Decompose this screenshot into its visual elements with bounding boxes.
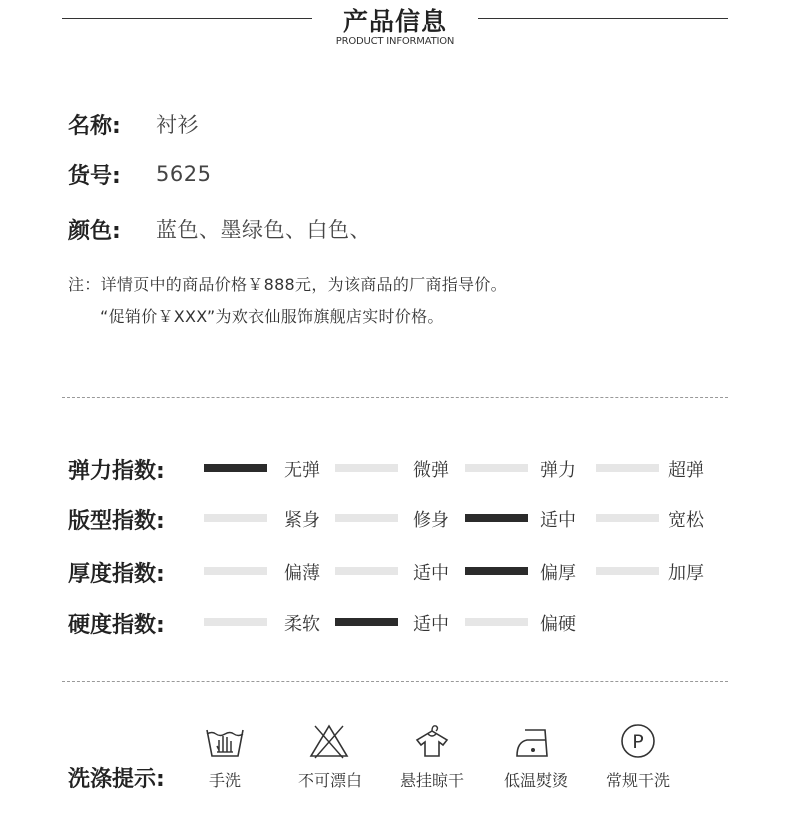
- care-text-dry-clean: 常规干洗: [605, 771, 670, 790]
- info-label-sku: 货号:: [68, 163, 121, 189]
- index-option-fit-1: 修身: [413, 510, 449, 531]
- no-bleach-icon: [309, 722, 349, 760]
- section-subtitle: PRODUCT INFORMATION: [335, 36, 455, 47]
- index-bar-thickness-3: [596, 567, 659, 575]
- dashed-divider-top: [62, 397, 728, 398]
- index-bar-elasticity-0: [204, 464, 267, 472]
- index-label-hardness: 硬度指数:: [68, 613, 165, 638]
- index-bar-fit-3: [596, 514, 659, 522]
- index-bar-thickness-0: [204, 567, 267, 575]
- index-label-elasticity: 弹力指数:: [68, 459, 165, 484]
- dashed-divider-bottom: [62, 681, 728, 682]
- index-option-hardness-0: 柔软: [284, 614, 320, 635]
- info-row-name: [68, 109, 199, 139]
- info-row-sku: [68, 159, 211, 189]
- care-text-hand-wash: 手洗: [208, 771, 241, 790]
- index-option-hardness-1: 适中: [413, 614, 449, 635]
- care-label: 洗涤提示:: [68, 767, 165, 792]
- index-option-thickness-1: 适中: [413, 563, 449, 584]
- care-text-no-bleach: 不可漂白: [297, 771, 362, 790]
- info-row-color: [68, 214, 371, 244]
- index-option-fit-0: 紧身: [284, 510, 320, 531]
- price-note-line2: “促销价￥XXX”为欢衣仙服饰旗舰店实时价格。: [100, 307, 444, 326]
- index-bar-fit-2: [465, 514, 528, 522]
- hang-dry-icon: [412, 722, 452, 760]
- index-option-elasticity-2: 弹力: [540, 460, 576, 481]
- index-option-hardness-2: 偏硬: [540, 614, 576, 635]
- index-option-elasticity-1: 微弹: [413, 460, 449, 481]
- info-value-name: 衬衫: [156, 113, 199, 137]
- index-bar-hardness-1: [335, 618, 398, 626]
- index-option-elasticity-3: 超弹: [668, 460, 704, 481]
- index-option-elasticity-0: 无弹: [284, 460, 320, 481]
- info-value-color: 蓝色、墨绿色、白色、: [156, 218, 371, 242]
- index-option-thickness-3: 加厚: [668, 563, 704, 584]
- index-bar-hardness-0: [204, 618, 267, 626]
- hand-wash-icon: [205, 722, 245, 760]
- index-bar-elasticity-1: [335, 464, 398, 472]
- index-bar-fit-0: [204, 514, 267, 522]
- svg-text:P: P: [632, 731, 644, 753]
- index-bar-thickness-1: [335, 567, 398, 575]
- index-option-fit-2: 适中: [540, 510, 576, 531]
- index-bar-hardness-2: [465, 618, 528, 626]
- index-bar-elasticity-3: [596, 464, 659, 472]
- price-note-line1: 注：详情页中的商品价格￥888元，为该商品的厂商指导价。: [68, 275, 507, 294]
- dry-clean-icon: [618, 722, 658, 760]
- index-label-thickness: 厚度指数:: [68, 562, 165, 587]
- care-text-hang-dry: 悬挂晾干: [399, 771, 464, 790]
- index-bar-elasticity-2: [465, 464, 528, 472]
- index-label-fit: 版型指数:: [68, 509, 165, 534]
- info-label-color: 颜色:: [68, 218, 121, 244]
- info-value-sku: 5625: [156, 162, 212, 186]
- care-text-low-iron: 低温熨烫: [503, 771, 568, 790]
- index-bar-thickness-2: [465, 567, 528, 575]
- section-title: 产品信息: [342, 7, 447, 36]
- index-option-fit-3: 宽松: [668, 510, 704, 531]
- info-label-name: 名称:: [68, 113, 121, 139]
- index-option-thickness-2: 偏厚: [540, 563, 576, 584]
- index-option-thickness-0: 偏薄: [284, 563, 320, 584]
- low-iron-icon: [515, 722, 555, 760]
- index-bar-fit-1: [335, 514, 398, 522]
